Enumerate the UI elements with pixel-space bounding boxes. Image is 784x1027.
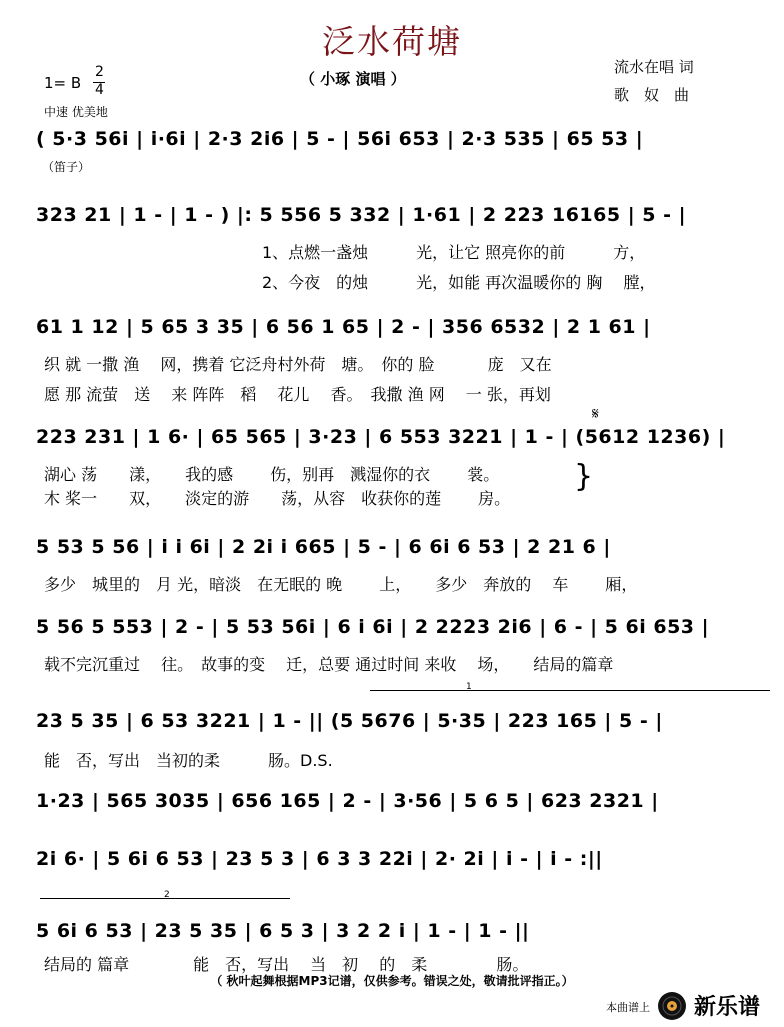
lyric-line-8: 载不完沉重过 往。 故事的变 迁，总要 通过时间 来收 场， 结局的篇章: [44, 655, 614, 674]
notes-line: 5 53 5 56 | i i 6i | 2 2i i 665 | 5 - | 6 6i 6 53 | 2 21 6 |: [36, 536, 611, 558]
notes-line: 1·23 | 565 3035 | 656 165 | 2 - | 3·56 | 5 6 5 | 623 2321 |: [36, 790, 659, 812]
volta-bracket-2: [40, 890, 290, 907]
notes-line: 2i 6· | 5 6i 6 53 | 23 5 3 | 6 3 3 22i | 2· 2i | i - | i - :||: [36, 848, 603, 870]
notes-line: 223 231 | 1 6· | 65 565 | 3·23 | 6 553 3221 | 1 - | (5612 1236) |: [36, 426, 726, 448]
tempo-marking: 中速 优美地: [44, 105, 108, 119]
volta-number: 1: [466, 682, 472, 692]
lyricist-credit: 流水在唱 词: [614, 58, 694, 76]
notes-line: 5 56 5 553 | 2 - | 5 53 56i | 6 i 6i | 2 2223 2i6 | 6 - | 5 6i 653 |: [36, 616, 710, 638]
brace-icon: }: [574, 459, 594, 494]
volta-number: 2: [164, 890, 170, 900]
time-signature-top: 2: [95, 64, 104, 80]
music-row-9: [36, 848, 766, 888]
composer-credit: 歌 奴 曲: [614, 86, 690, 104]
music-row-8: [36, 790, 766, 830]
notes-line: 323 21 | 1 - | 1 - ) |: 5 556 5 332 | 1·61 | 2 223 16165 | 5 - |: [36, 204, 687, 226]
brand-name: 新乐谱: [694, 995, 761, 1020]
key-signature: 1= B: [44, 74, 82, 92]
notes-line: 23 5 35 | 6 53 3221 | 1 - || (5 5676 | 5·35 | 223 165 | 5 - |: [36, 710, 663, 732]
notes-line: 5 6i 6 53 | 23 5 35 | 6 5 3 | 3 2 2 i | 1 - | 1 - ||: [36, 920, 530, 942]
song-title: 泛水荷塘: [322, 22, 462, 61]
performer-credit: （ 小琢 演唱 ）: [300, 70, 406, 88]
music-row-5: [36, 536, 766, 576]
time-signature-bottom: 4: [95, 82, 104, 98]
lyric-line-9: 能 否，写出 当初的柔 肠。D.S.: [44, 751, 333, 770]
lyric-line-10: 结局的 篇章 能 否，写出 当 初 的 柔 肠。: [44, 955, 529, 974]
volta-bracket-1: [370, 682, 770, 699]
lyric-line-5: 湖心 荡 漾， 我的感 伤，别再 溅湿你的衣 裳。: [44, 465, 500, 484]
brand-prefix: 本曲谱上: [606, 1001, 650, 1014]
lyric-line-2: 2、今夜 的烛 光，如能 再次温暖你的 胸 膛，: [262, 273, 656, 292]
transcription-note: （ 秋叶起舞根据MP3记谱，仅供参考。错误之处，敬请批评指正。）: [210, 974, 574, 988]
lyric-line-3: 织 就 一撒 渔 网，携着 它泛舟村外荷 塘。 你的 脸 庞 又在: [44, 355, 552, 374]
music-row-4: [36, 426, 766, 466]
record-logo-icon: [657, 991, 687, 1021]
music-row-2: [36, 204, 766, 244]
segno-icon: 𝄋: [592, 404, 599, 423]
lyric-line-7: 多少 城里的 月 光，暗淡 在无眠的 晚 上， 多少 奔放的 车 厢，: [44, 575, 638, 594]
music-row-3: [36, 316, 766, 356]
lyric-line-4: 愿 那 流萤 送 来 阵阵 稻 花儿 香。 我撒 渔 网 一 张，再划: [44, 385, 551, 404]
music-row-6: [36, 616, 766, 656]
notes-line: ( 5·3 56i | i·6i | 2·3 2i6 | 5 - | 56i 653 | 2·3 535 | 65 53 |: [36, 128, 644, 150]
lyric-line-6: 木 桨一 双， 淡定的游 荡，从容 收获你的莲 房。: [44, 489, 511, 508]
intro-instrument: （笛子）: [42, 160, 91, 174]
notes-line: 61 1 12 | 5 65 3 35 | 6 56 1 65 | 2 - | 356 6532 | 2 1 61 |: [36, 316, 651, 338]
music-row-1: [36, 128, 766, 168]
lyric-line-1: 1、点燃一盏烛 光，让它 照亮你的前 方，: [262, 243, 646, 262]
music-row-7: [36, 710, 766, 750]
